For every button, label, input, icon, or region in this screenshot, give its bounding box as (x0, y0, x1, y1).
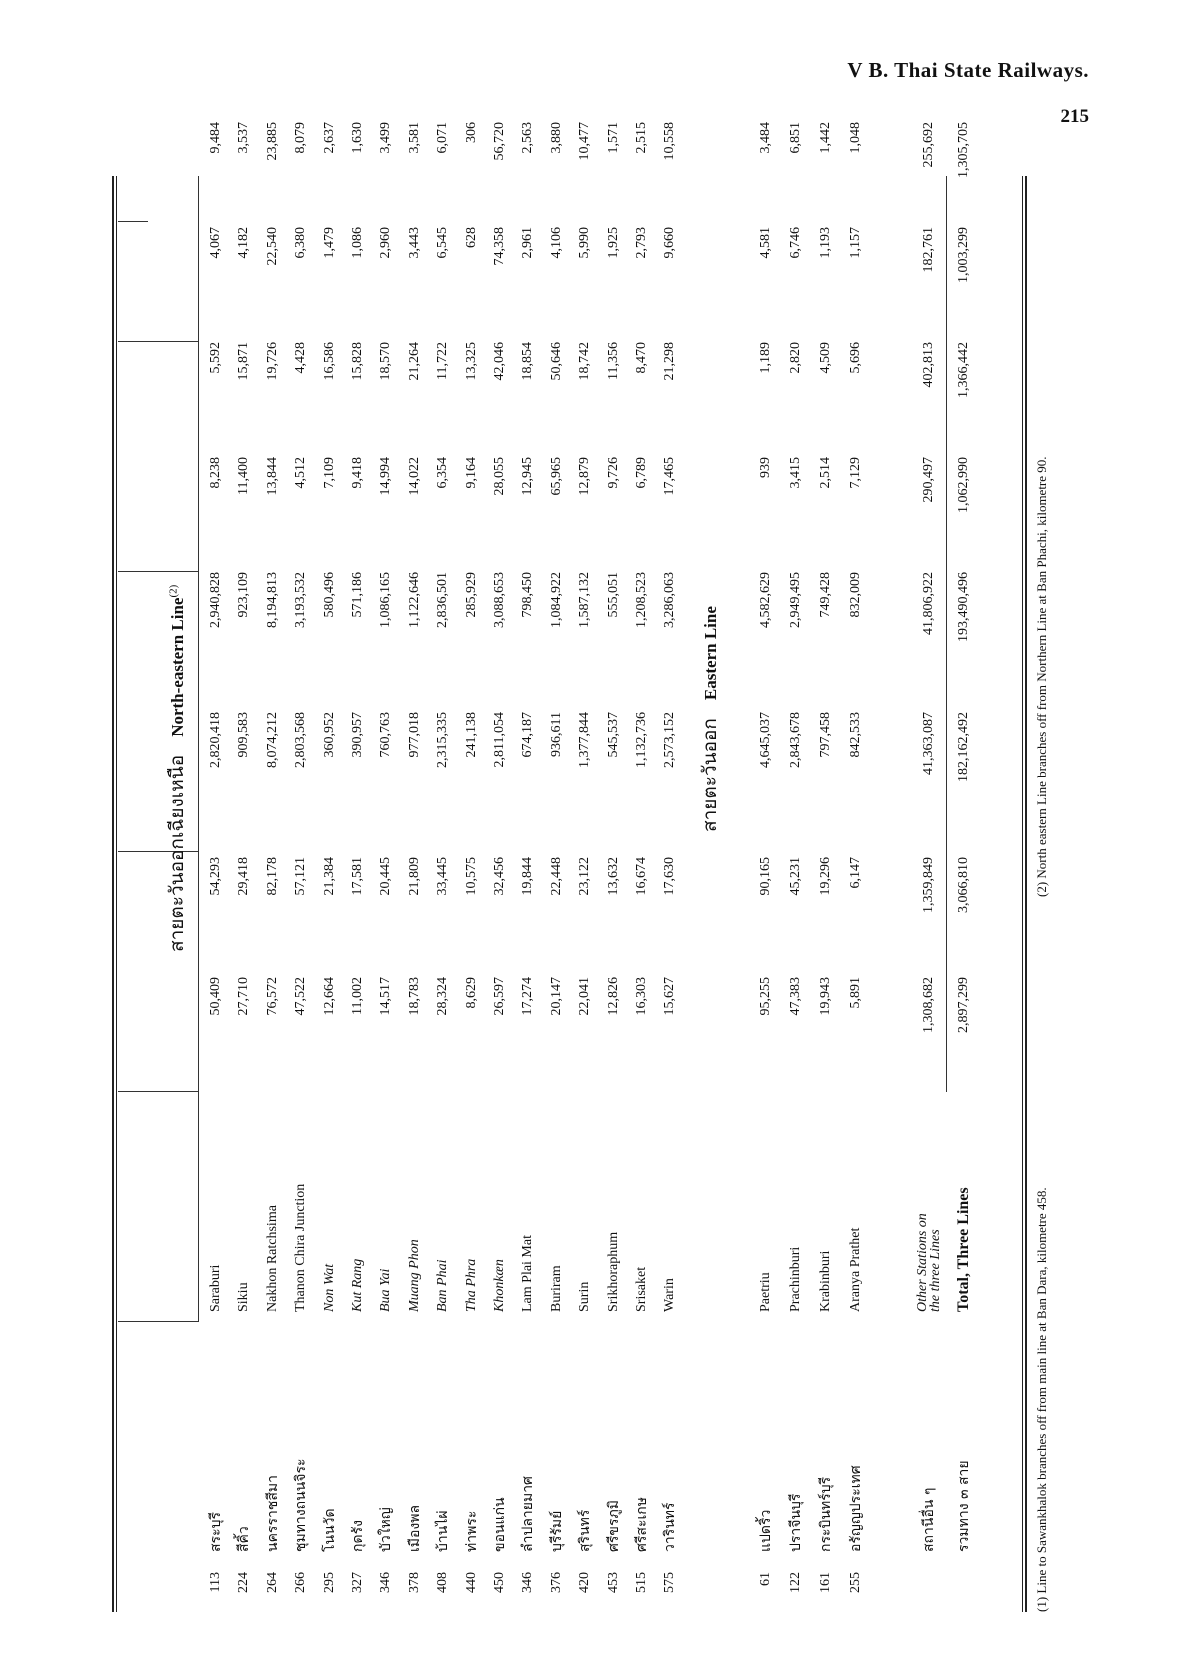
value-cell: 23,122 (577, 857, 593, 896)
other-value: 255,692 (921, 122, 936, 168)
value-cell: 2,637 (321, 122, 337, 154)
value-cell: 14,022 (406, 457, 422, 496)
value-cell: 16,674 (634, 857, 649, 896)
value-cell: 13,632 (605, 857, 621, 896)
table-row (316, 122, 344, 1612)
value-cell: 2,514 (818, 457, 833, 489)
table-row (543, 122, 571, 1612)
value-cell: 4,645,037 (758, 712, 773, 768)
total-value: 182,162,492 (956, 712, 971, 782)
value-cell: 360,952 (321, 712, 337, 758)
table-row (656, 122, 684, 1612)
value-cell: 6,147 (848, 857, 863, 889)
table-row (486, 122, 514, 1612)
thai-station-name: ลำปลายมาศ (520, 1476, 537, 1552)
english-station-name: Kut Rang (350, 1258, 365, 1312)
ne-line-thai-title: สายตะวันออกเฉียงเหนือ (166, 754, 188, 952)
value-cell: 3,499 (378, 122, 394, 154)
value-cell: 95,255 (758, 977, 773, 1016)
value-cell: 2,820,418 (208, 712, 223, 768)
value-cell: 16,586 (321, 342, 337, 381)
value-cell: 545,537 (605, 712, 621, 758)
other-stations-thai: สถานีอื่น ๆ (921, 1487, 937, 1552)
english-station-name: Non Wat (321, 1263, 337, 1312)
total-value: 1,003,299 (956, 227, 971, 283)
total-value: 193,490,496 (956, 572, 971, 642)
value-cell: 6,746 (788, 227, 803, 259)
value-cell: 14,517 (378, 977, 394, 1016)
english-station-name: Krabinburi (818, 1250, 833, 1312)
total-value: 1,366,442 (956, 342, 971, 398)
value-cell: 9,484 (208, 122, 223, 154)
value-cell: 17,465 (662, 457, 678, 496)
value-cell: 3,880 (548, 122, 564, 154)
other-value: 290,497 (921, 457, 936, 503)
thai-station-name: ขอนแก่น (492, 1497, 508, 1552)
table-top-rule-inner (116, 176, 117, 1612)
column-divider (118, 1321, 198, 1322)
thai-station-name: โนนวัด (321, 1508, 338, 1552)
value-cell: 4,106 (548, 227, 564, 259)
value-cell: 18,854 (520, 342, 536, 381)
value-cell: 5,990 (577, 227, 593, 259)
thai-station-name: วารินทร์ (662, 1502, 679, 1552)
kilometre-cell: 122 (788, 1572, 803, 1593)
footnote-1: (1) Line to Sawankhalok branches off from main line at Ban Dara, kilometre 458. (1034, 1187, 1049, 1612)
english-station-name: Ban Phai (435, 1259, 451, 1312)
value-cell: 21,809 (406, 857, 422, 896)
other-value: 41,806,922 (921, 572, 936, 635)
value-cell: 628 (463, 227, 479, 248)
station-traffic-table (112, 122, 1049, 1612)
value-cell: 1,084,922 (548, 572, 564, 628)
kilometre-cell: 113 (208, 1572, 223, 1593)
e-line-english-title: Eastern Line (701, 606, 720, 701)
value-cell: 5,696 (848, 342, 863, 374)
value-cell: 4,509 (818, 342, 833, 374)
value-cell: 1,587,132 (577, 572, 593, 628)
other-value: 1,308,682 (921, 977, 936, 1033)
value-cell: 923,109 (236, 572, 252, 618)
value-cell: 17,274 (520, 977, 536, 1016)
value-cell: 19,943 (818, 977, 833, 1016)
value-cell: 12,826 (605, 977, 621, 1016)
value-cell: 15,828 (350, 342, 365, 381)
value-cell: 4,582,629 (758, 572, 773, 628)
value-cell: 9,660 (662, 227, 678, 259)
value-cell: 12,945 (520, 457, 536, 496)
thai-station-name: ชุมทางถนนจิระ (293, 1458, 310, 1552)
thai-station-name: สีคิ้ว (236, 1526, 253, 1552)
value-cell: 19,844 (520, 857, 536, 896)
value-cell: 11,356 (605, 342, 621, 380)
value-cell: 47,383 (788, 977, 803, 1016)
total-english: Total, Three Lines (955, 1187, 972, 1312)
value-cell: 8,074,212 (264, 712, 280, 768)
value-cell: 6,789 (634, 457, 649, 489)
english-station-name: Khonkæn (492, 1259, 507, 1312)
value-cell: 909,583 (236, 712, 252, 758)
value-cell: 580,496 (321, 572, 337, 618)
value-cell: 9,418 (350, 457, 365, 489)
table-bottom-rule-inner (1022, 176, 1023, 1612)
value-cell: 3,443 (406, 227, 422, 259)
kilometre-cell: 161 (818, 1572, 833, 1593)
value-cell: 21,264 (406, 342, 422, 381)
value-cell: 13,325 (463, 342, 479, 381)
ne-line-english-title: North-eastern Line (168, 597, 187, 737)
english-station-name: Surin (577, 1281, 593, 1312)
value-cell: 1,086 (350, 227, 365, 259)
table-row (344, 122, 372, 1612)
total-value: 1,062,990 (956, 457, 971, 513)
value-cell: 2,949,495 (788, 572, 803, 628)
value-cell: 3,581 (406, 122, 422, 154)
table-row (782, 122, 810, 1612)
other-value: 182,761 (921, 227, 936, 273)
value-cell: 45,231 (788, 857, 803, 896)
value-cell: 6,851 (788, 122, 803, 154)
english-station-name: Sikiu (236, 1282, 252, 1312)
value-cell: 5,592 (208, 342, 223, 374)
table-row (287, 122, 315, 1612)
e-line-thai-title: สายตะวันออก (699, 718, 721, 832)
english-station-name: Prachinburi (788, 1246, 803, 1312)
value-cell: 798,450 (520, 572, 536, 618)
value-cell: 674,187 (520, 712, 536, 758)
value-cell: 2,563 (520, 122, 536, 154)
value-cell: 2,836,501 (435, 572, 451, 628)
kilometre-cell: 61 (758, 1572, 773, 1586)
other-stations-row (915, 122, 945, 1612)
value-cell: 2,315,335 (435, 712, 451, 768)
thai-station-name: สระบุรี (208, 1512, 224, 1552)
value-cell: 54,293 (208, 857, 223, 896)
value-cell: 390,957 (350, 712, 365, 758)
kilometre-cell: 255 (848, 1572, 863, 1593)
value-cell: 1,479 (321, 227, 337, 259)
table-row (259, 122, 287, 1612)
value-cell: 6,071 (435, 122, 451, 154)
total-value: 2,897,299 (956, 977, 971, 1033)
value-cell: 7,129 (848, 457, 863, 489)
thai-station-name: กุดรัง (350, 1520, 366, 1552)
value-cell: 760,763 (378, 712, 394, 758)
total-top-rule (946, 176, 947, 1092)
value-cell: 1,571 (605, 122, 621, 154)
value-cell: 3,088,653 (492, 572, 507, 628)
ne-line-title (162, 585, 192, 952)
value-cell: 1,122,646 (406, 572, 422, 628)
column-divider (118, 221, 148, 222)
value-cell: 18,742 (577, 342, 593, 381)
value-cell: 15,871 (236, 342, 252, 381)
value-cell: 6,354 (435, 457, 451, 489)
ne-line-footnote-mark: (2) (167, 584, 180, 598)
value-cell: 1,442 (818, 122, 833, 154)
value-cell: 28,324 (435, 977, 451, 1016)
value-cell: 306 (463, 122, 479, 143)
value-cell: 57,121 (293, 857, 309, 896)
kilometre-cell: 346 (378, 1572, 394, 1593)
table-row (571, 122, 599, 1612)
value-cell: 14,994 (378, 457, 394, 496)
value-cell: 7,109 (321, 457, 337, 489)
value-cell: 47,522 (293, 977, 309, 1016)
value-cell: 977,018 (406, 712, 422, 758)
value-cell: 8,470 (634, 342, 649, 374)
value-cell: 21,298 (662, 342, 678, 381)
kilometre-cell: 450 (492, 1572, 507, 1593)
value-cell: 56,720 (492, 122, 507, 161)
value-cell: 2,960 (378, 227, 394, 259)
value-cell: 939 (758, 457, 773, 478)
value-cell: 74,358 (492, 227, 507, 266)
column-divider (118, 571, 198, 572)
value-cell: 3,537 (236, 122, 252, 154)
value-cell: 22,448 (548, 857, 564, 896)
table-row (812, 122, 840, 1612)
english-station-name: Srisaket (634, 1266, 649, 1312)
value-cell: 12,879 (577, 457, 593, 496)
value-cell: 571,186 (350, 572, 365, 618)
table-row (842, 122, 870, 1612)
thai-station-name: ศรีขรภูมิ (605, 1500, 622, 1552)
value-cell: 4,182 (236, 227, 252, 259)
value-cell: 2,803,568 (293, 712, 309, 768)
value-cell: 9,164 (463, 457, 479, 489)
thai-station-name: นครราชสีมา (264, 1475, 281, 1552)
table-row (458, 122, 486, 1612)
value-cell: 241,138 (463, 712, 479, 758)
value-cell: 23,885 (264, 122, 280, 161)
value-cell: 2,811,054 (492, 712, 507, 768)
kilometre-cell: 224 (236, 1572, 252, 1593)
value-cell: 555,051 (605, 572, 621, 618)
value-cell: 3,286,063 (662, 572, 678, 628)
value-cell: 33,445 (435, 857, 451, 896)
value-cell: 2,961 (520, 227, 536, 259)
footnote-2: (2) North eastern Line branches off from Northern Line at Ban Phachi, kilometre 90. (1034, 456, 1049, 897)
value-cell: 2,793 (634, 227, 649, 259)
value-cell: 20,147 (548, 977, 564, 1016)
value-cell: 8,194,813 (264, 572, 280, 628)
value-cell: 2,843,678 (788, 712, 803, 768)
thai-station-name: กระบินทร์บุรี (818, 1476, 834, 1552)
value-cell: 797,458 (818, 712, 833, 758)
value-cell: 28,055 (492, 457, 507, 496)
value-cell: 26,597 (492, 977, 507, 1016)
column-divider (118, 1091, 198, 1092)
e-line-title (695, 606, 725, 832)
value-cell: 27,710 (236, 977, 252, 1016)
table-row (752, 122, 780, 1612)
table-row (230, 122, 258, 1612)
value-cell: 18,570 (378, 342, 394, 381)
thai-station-name: บัวใหญ่ (378, 1507, 395, 1552)
value-cell: 842,533 (848, 712, 863, 758)
value-cell: 2,820 (788, 342, 803, 374)
value-cell: 10,558 (662, 122, 678, 161)
kilometre-cell: 295 (321, 1572, 337, 1593)
other-value: 41,363,087 (921, 712, 936, 775)
total-row (950, 122, 978, 1612)
value-cell: 2,515 (634, 122, 649, 154)
value-cell: 10,477 (577, 122, 593, 161)
value-cell: 22,041 (577, 977, 593, 1016)
table-top-rule (112, 176, 114, 1612)
english-station-name: Nakhon Ratchsima (264, 1205, 280, 1312)
value-cell: 11,722 (435, 342, 451, 380)
value-cell: 6,545 (435, 227, 451, 259)
value-cell: 17,630 (662, 857, 678, 896)
english-station-name: Lam Plai Mat (520, 1235, 536, 1312)
table-row (401, 122, 429, 1612)
value-cell: 3,193,532 (293, 572, 309, 628)
value-cell: 285,929 (463, 572, 479, 618)
value-cell: 21,384 (321, 857, 337, 896)
table-row (628, 122, 656, 1612)
other-value: 1,359,849 (921, 857, 936, 913)
kilometre-cell: 266 (293, 1572, 309, 1593)
value-cell: 42,046 (492, 342, 507, 381)
table-row (514, 122, 542, 1612)
kilometre-cell: 440 (463, 1572, 479, 1593)
english-station-name: Warin (662, 1278, 678, 1312)
table-row (372, 122, 400, 1612)
thai-station-name: ศรีสะเกษ (634, 1497, 650, 1552)
value-cell: 10,575 (463, 857, 479, 896)
value-cell: 29,418 (236, 857, 252, 896)
value-cell: 4,512 (293, 457, 309, 489)
total-value: 1,305,705 (956, 122, 971, 178)
value-cell: 4,067 (208, 227, 223, 259)
value-cell: 90,165 (758, 857, 773, 896)
value-cell: 8,629 (463, 977, 479, 1009)
value-cell: 4,581 (758, 227, 773, 259)
other-value: 402,813 (921, 342, 936, 388)
english-station-name: Srikhoraphum (605, 1231, 621, 1312)
value-cell: 1,189 (758, 342, 773, 374)
value-cell: 12,664 (321, 977, 337, 1016)
english-station-name: Buriram (548, 1265, 564, 1312)
value-cell: 1,157 (848, 227, 863, 259)
table-row (429, 122, 457, 1612)
thai-station-name: อรัญญประเทศ (848, 1465, 864, 1552)
english-station-name: Saraburi (208, 1264, 223, 1312)
thai-station-name: สุรินทร์ (577, 1509, 594, 1552)
value-cell: 936,611 (548, 712, 564, 757)
thai-station-name: แปดริ้ว (758, 1509, 774, 1552)
value-cell: 5,891 (848, 977, 863, 1009)
value-cell: 8,079 (293, 122, 309, 154)
value-cell: 65,965 (548, 457, 564, 496)
kilometre-cell: 378 (406, 1572, 422, 1593)
value-cell: 11,002 (350, 977, 365, 1015)
kilometre-cell: 453 (605, 1572, 621, 1593)
value-cell: 3,484 (758, 122, 773, 154)
value-cell: 9,726 (605, 457, 621, 489)
kilometre-cell: 327 (350, 1572, 365, 1593)
value-cell: 11,400 (236, 457, 252, 495)
thai-station-name: เมืองพล (406, 1504, 423, 1552)
thai-station-name: ท่าพระ (463, 1510, 480, 1552)
column-divider (118, 341, 198, 342)
value-cell: 19,296 (818, 857, 833, 896)
table-row (202, 122, 230, 1612)
value-cell: 15,627 (662, 977, 678, 1016)
value-cell: 1,208,523 (634, 572, 649, 628)
page-number: 215 (1060, 106, 1089, 127)
kilometre-cell: 376 (548, 1572, 564, 1593)
header-bottom-rule (198, 176, 199, 1322)
value-cell: 13,844 (264, 457, 280, 496)
value-cell: 16,303 (634, 977, 649, 1016)
kilometre-cell: 408 (435, 1572, 451, 1593)
value-cell: 22,540 (264, 227, 280, 266)
english-station-name: Bua Yai (378, 1268, 394, 1312)
thai-station-name: บ้านไผ่ (435, 1510, 452, 1552)
value-cell: 20,445 (378, 857, 394, 896)
value-cell: 76,572 (264, 977, 280, 1016)
value-cell: 2,573,152 (662, 712, 678, 768)
value-cell: 82,178 (264, 857, 280, 896)
value-cell: 832,009 (848, 572, 863, 618)
value-cell: 18,783 (406, 977, 422, 1016)
thai-station-name: บุรีรัมย์ (548, 1510, 565, 1552)
value-cell: 2,940,828 (208, 572, 223, 628)
table-row (600, 122, 628, 1612)
table-bottom-rule (1025, 176, 1027, 1612)
kilometre-cell: 420 (577, 1572, 593, 1593)
total-thai: รวมทาง ๓ สาย (956, 1460, 972, 1552)
value-cell: 6,380 (293, 227, 309, 259)
value-cell: 1,377,844 (577, 712, 593, 768)
value-cell: 32,456 (492, 857, 507, 896)
thai-station-name: ปราจีนบุรี (788, 1493, 804, 1552)
value-cell: 4,428 (293, 342, 309, 374)
value-cell: 19,726 (264, 342, 280, 381)
kilometre-cell: 346 (520, 1572, 536, 1593)
value-cell: 1,048 (848, 122, 863, 154)
value-cell: 50,646 (548, 342, 564, 381)
value-cell: 1,193 (818, 227, 833, 259)
english-station-name: Paetriu (758, 1272, 773, 1312)
english-station-name: Muang Phon (406, 1239, 422, 1312)
value-cell: 50,409 (208, 977, 223, 1016)
value-cell: 17,581 (350, 857, 365, 896)
english-station-name: Aranya Prathet (848, 1227, 863, 1312)
value-cell: 749,428 (818, 572, 833, 618)
value-cell: 1,925 (605, 227, 621, 259)
kilometre-cell: 264 (264, 1572, 280, 1593)
value-cell: 8,238 (208, 457, 223, 489)
value-cell: 1,132,736 (634, 712, 649, 768)
english-station-name: Thanon Chira Junction (293, 1183, 309, 1312)
value-cell: 1,630 (350, 122, 365, 154)
value-cell: 1,086,165 (378, 572, 394, 628)
english-station-name: Tha Phra (463, 1258, 479, 1312)
other-stations-english: Other Stations on the three Lines (915, 1213, 943, 1312)
page-header-title: V B. Thai State Railways. (847, 58, 1089, 82)
kilometre-cell: 575 (662, 1572, 678, 1593)
value-cell: 3,415 (788, 457, 803, 489)
kilometre-cell: 515 (634, 1572, 649, 1593)
total-value: 3,066,810 (956, 857, 971, 913)
